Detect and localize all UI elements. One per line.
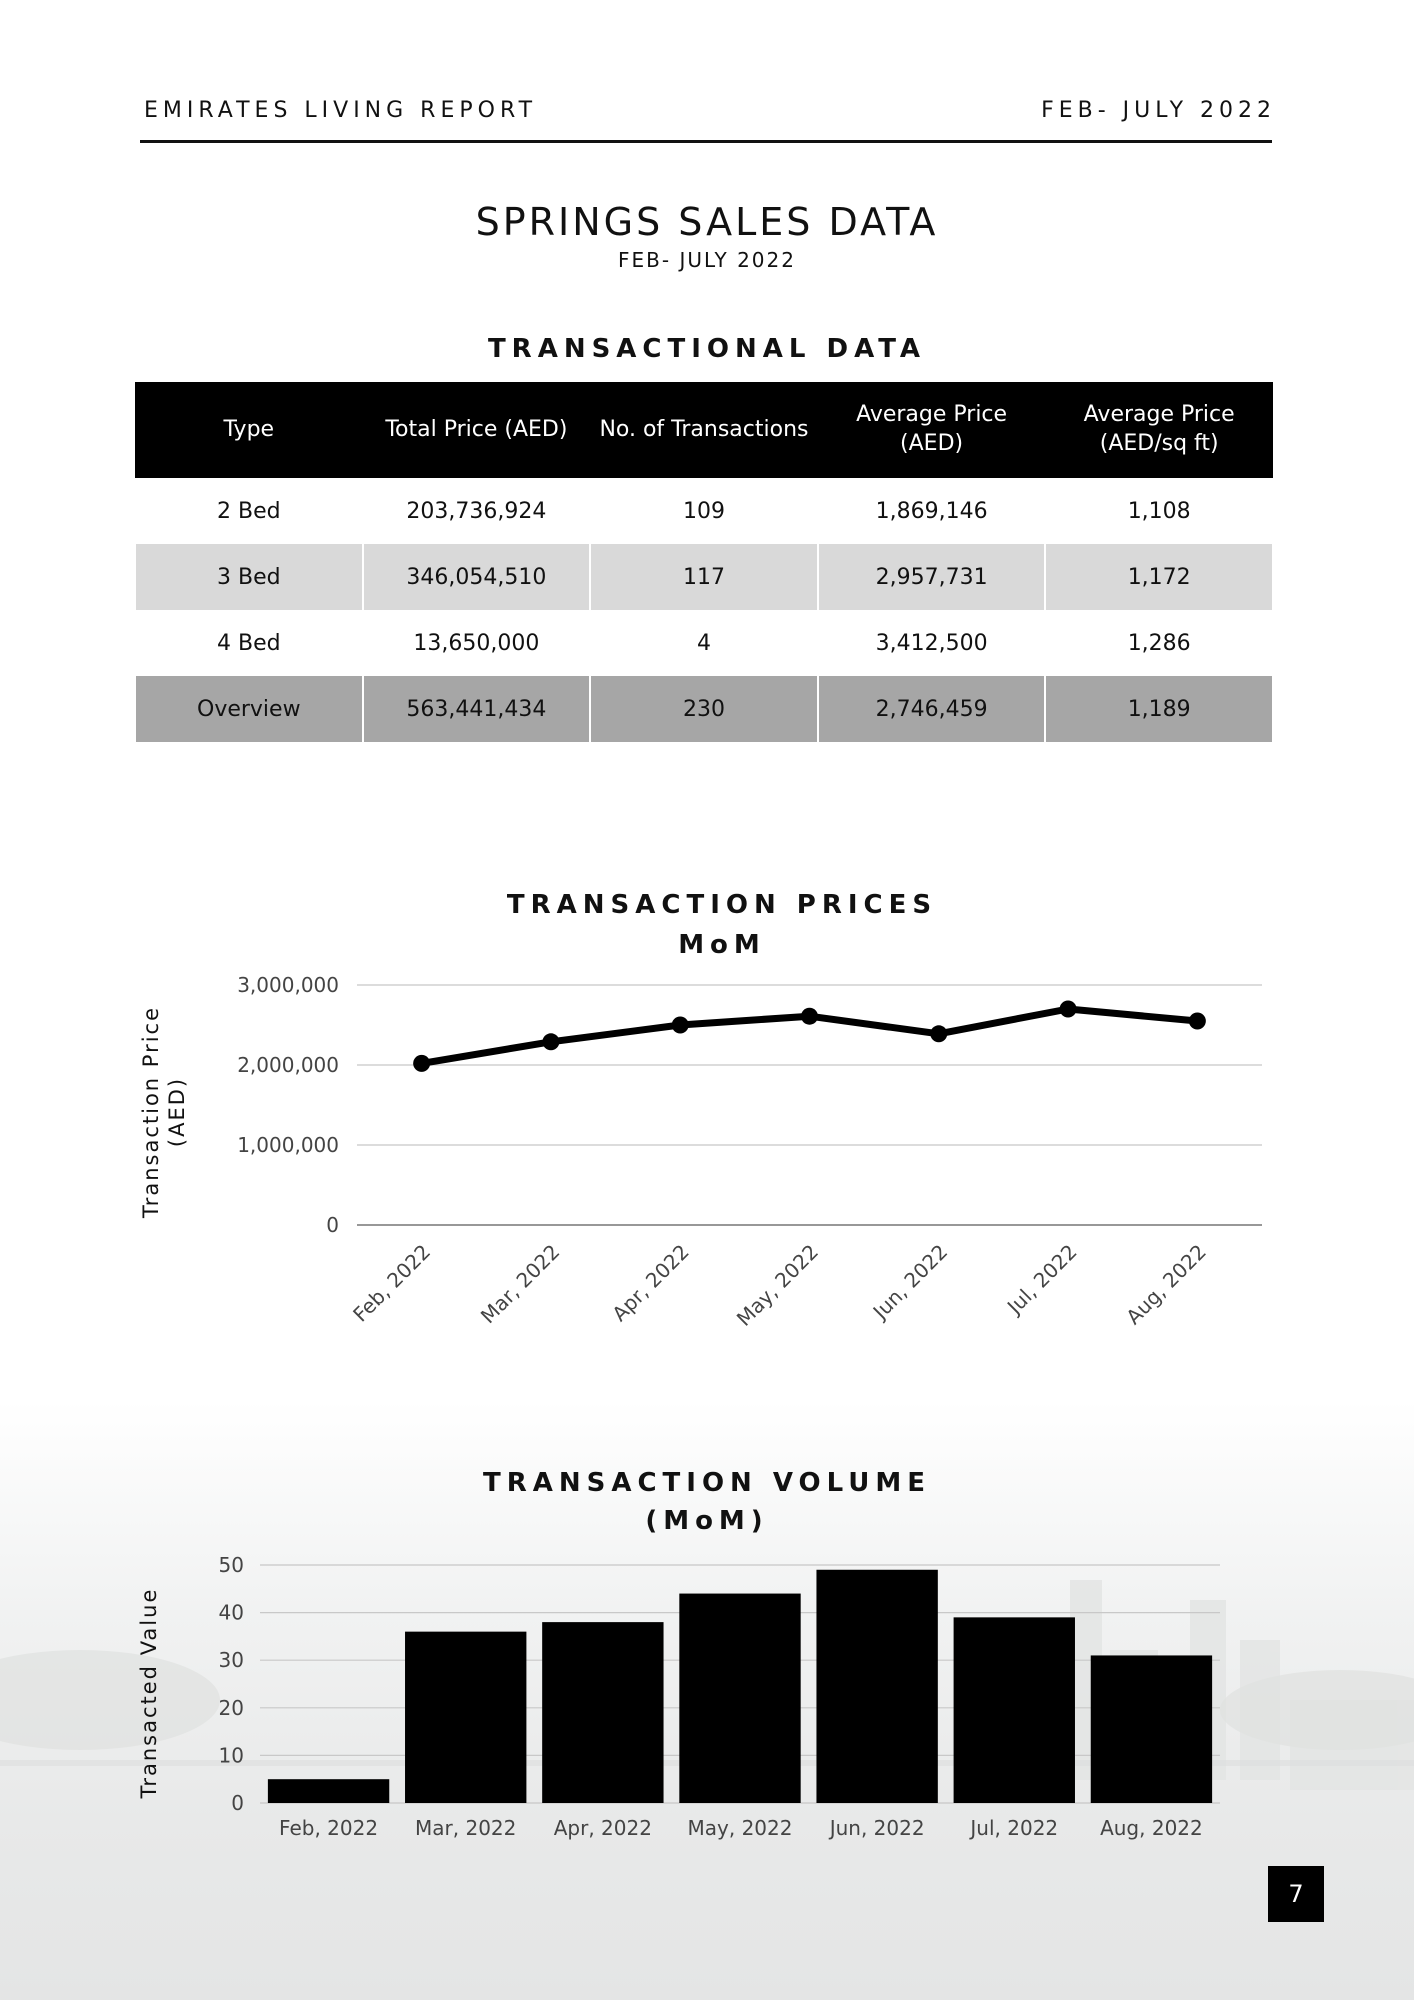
y-tick-label: 40 — [218, 1600, 244, 1625]
data-point — [542, 1033, 559, 1050]
line-chart-title: TRANSACTION PRICES — [506, 890, 938, 920]
bar — [954, 1617, 1075, 1803]
table-cell: 3 Bed — [135, 544, 363, 610]
transaction-prices-chart — [0, 880, 1414, 1340]
table-cell: 109 — [590, 478, 818, 544]
x-tick-label: Jul, 2022 — [1002, 1239, 1082, 1319]
report-name: EMIRATES LIVING REPORT — [144, 98, 538, 123]
transactional-data-table — [134, 382, 1274, 742]
line-chart-y-axis-label — [139, 1006, 189, 1219]
table-cell: Overview — [135, 676, 363, 742]
bar-chart-y-axis-label: Transacted Value — [137, 1587, 161, 1799]
table-row — [135, 610, 1273, 676]
x-tick-label: Feb, 2022 — [348, 1239, 436, 1327]
data-point — [1189, 1013, 1206, 1030]
bar — [816, 1570, 937, 1803]
table-cell: 230 — [590, 676, 818, 742]
table-cell: 4 Bed — [135, 610, 363, 676]
x-tick-label: Aug, 2022 — [1100, 1816, 1203, 1840]
x-tick-label: Jun, 2022 — [829, 1816, 925, 1840]
table-cell: 3,412,500 — [818, 610, 1046, 676]
table-cell: 4 — [590, 610, 818, 676]
y-tick-label: 1,000,000 — [237, 1133, 339, 1157]
page-subtitle: FEB- JULY 2022 — [618, 248, 796, 272]
bar — [268, 1779, 389, 1803]
table-cell: 2 Bed — [135, 478, 363, 544]
y-tick-label: 0 — [326, 1213, 339, 1237]
table-cell: 1,286 — [1045, 610, 1273, 676]
line-chart-subtitle: MoM — [678, 930, 766, 960]
bar — [679, 1594, 800, 1803]
y-tick-label: 30 — [218, 1648, 244, 1673]
table-cell: 2,746,459 — [818, 676, 1046, 742]
y-axis-label-line: Transaction Price — [139, 1005, 163, 1219]
bar — [1091, 1655, 1212, 1803]
table-row-overview — [135, 676, 1273, 742]
table-cell: 1,108 — [1045, 478, 1273, 544]
y-tick-label: 2,000,000 — [237, 1053, 339, 1077]
table-cell: 13,650,000 — [363, 610, 591, 676]
bar — [405, 1632, 526, 1803]
bar — [542, 1622, 663, 1803]
table-cell: 1,869,146 — [818, 478, 1046, 544]
y-axis-label-line: (AED) — [165, 1076, 189, 1148]
data-point — [672, 1017, 689, 1034]
x-tick-label: Apr, 2022 — [607, 1239, 694, 1326]
data-point — [930, 1025, 947, 1042]
x-tick-label: May, 2022 — [731, 1239, 824, 1331]
y-tick-label: 3,000,000 — [237, 973, 339, 997]
y-tick-label: 20 — [218, 1695, 244, 1720]
header-divider — [140, 140, 1272, 143]
table-cell: 2,957,731 — [818, 544, 1046, 610]
data-point — [1060, 1001, 1077, 1018]
table-cell: 1,189 — [1045, 676, 1273, 742]
y-tick-label: 0 — [231, 1791, 244, 1815]
column-header: No. of Transactions — [590, 382, 818, 478]
x-tick-label: Aug, 2022 — [1121, 1239, 1211, 1330]
table-row — [135, 544, 1273, 610]
x-tick-label: Apr, 2022 — [553, 1816, 652, 1840]
y-tick-label: 50 — [218, 1553, 244, 1577]
table-row — [135, 478, 1273, 544]
transaction-volume-chart — [0, 1458, 1414, 1918]
x-tick-label: Mar, 2022 — [475, 1239, 565, 1329]
page-title: SPRINGS SALES DATA — [475, 200, 939, 244]
x-tick-label: Jul, 2022 — [970, 1816, 1059, 1840]
x-tick-label: Mar, 2022 — [415, 1816, 517, 1840]
table-cell: 346,054,510 — [363, 544, 591, 610]
transactional-data-title: TRANSACTIONAL DATA — [487, 334, 927, 364]
x-tick-label: Feb, 2022 — [279, 1816, 379, 1840]
table-cell: 563,441,434 — [363, 676, 591, 742]
table-cell: 1,172 — [1045, 544, 1273, 610]
column-header: Average Price (AED) — [818, 382, 1046, 478]
y-tick-label: 10 — [218, 1743, 244, 1768]
x-tick-label: May, 2022 — [687, 1816, 793, 1840]
table-cell: 117 — [590, 544, 818, 610]
bar-chart-title: TRANSACTION VOLUME — [482, 1468, 932, 1498]
data-point — [801, 1008, 818, 1025]
column-header: Total Price (AED) — [363, 382, 591, 478]
table-cell: 203,736,924 — [363, 478, 591, 544]
data-point — [413, 1055, 430, 1072]
column-header: Type — [135, 382, 363, 478]
table-header-row — [135, 382, 1273, 478]
column-header: Average Price (AED/sq ft) — [1045, 382, 1273, 478]
page-number: 7 — [1268, 1866, 1324, 1922]
report-period: FEB- JULY 2022 — [1041, 98, 1276, 123]
x-tick-label: Jun, 2022 — [868, 1239, 953, 1324]
bar-chart-subtitle: (MoM) — [645, 1506, 769, 1536]
